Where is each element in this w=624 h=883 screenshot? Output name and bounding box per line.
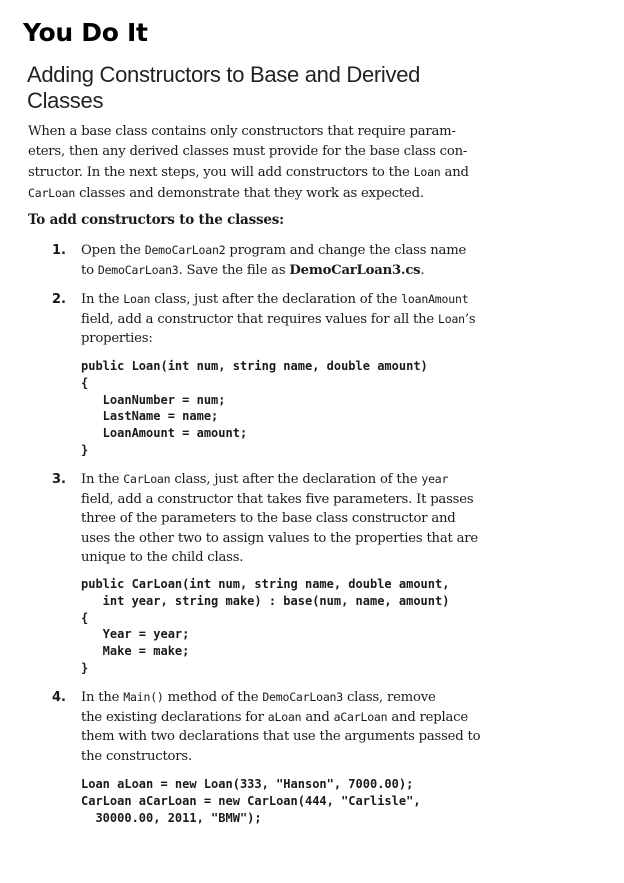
step-fragment: field, add a constructor that requires values for all the xyxy=(81,311,438,327)
code-line: { xyxy=(81,375,89,390)
intro-text: eters, then any derived classes must provide for the base class con- xyxy=(28,144,468,159)
step-line xyxy=(81,727,511,747)
inline-code: CarLoan xyxy=(123,472,171,486)
code-line: int year, string make) : base(num, name, amount) xyxy=(81,593,450,608)
intro-line xyxy=(28,122,498,142)
inline-code: DemoCarLoan3 xyxy=(97,262,179,277)
step-line xyxy=(81,708,511,728)
step-fragment: to xyxy=(81,262,98,278)
intro-text: When a base class contains only constructors that require param- xyxy=(28,124,456,139)
step-fragment: three of the parameters to the base class constructor and xyxy=(81,511,456,526)
step-line xyxy=(81,470,511,490)
step-fragment: In the xyxy=(81,292,124,307)
step-line xyxy=(81,548,511,568)
code-block-carloan-constructor xyxy=(81,576,449,677)
code-line: Loan aLoan = new Loan(333, "Hanson", 7000.00); xyxy=(81,777,414,791)
step-line xyxy=(81,509,511,529)
title-line: Adding Constructors to Base and Derived xyxy=(27,62,421,87)
step-fragment: class, just after the declaration of the xyxy=(150,292,402,307)
inline-code: year xyxy=(421,472,449,486)
step-text xyxy=(81,290,511,349)
code-line: } xyxy=(81,442,89,457)
step-line xyxy=(81,688,511,708)
step-fragment: unique to the child class. xyxy=(81,550,244,565)
step-fragment: the existing declarations for xyxy=(81,709,268,725)
step-line xyxy=(81,329,511,349)
step-number: 4. xyxy=(52,690,66,705)
code-line: LoanAmount = amount; xyxy=(81,426,248,441)
step-number: 3. xyxy=(52,472,66,487)
step-fragment: In the xyxy=(81,690,124,705)
code-line: CarLoan aCarLoan = new CarLoan(444, "Carlisle", xyxy=(81,793,421,808)
step-fragment: class, remove xyxy=(343,690,436,705)
inline-code: aLoan xyxy=(267,709,302,724)
inline-code: Loan xyxy=(413,165,441,179)
code-line: } xyxy=(81,660,89,675)
code-line: Make = make; xyxy=(81,644,190,659)
code-line: public CarLoan(int num, string name, double amount, xyxy=(81,577,450,591)
intro-line xyxy=(28,183,498,204)
title-line: Classes xyxy=(27,88,104,113)
code-line: LoanNumber = num; xyxy=(81,392,226,407)
code-block-declarations xyxy=(81,776,421,826)
step-line xyxy=(81,490,511,510)
step-fragment: . xyxy=(420,262,425,278)
step-fragment: . Save the file as xyxy=(178,262,290,278)
step-line xyxy=(81,261,511,281)
step-fragment: ’s xyxy=(464,311,476,327)
section-heading: You Do It xyxy=(23,18,148,47)
inline-code: Main() xyxy=(123,690,164,704)
inline-code: Loan xyxy=(123,292,151,306)
code-block-loan-constructor xyxy=(81,358,428,459)
step-fragment: class, just after the declaration of the xyxy=(170,472,422,487)
step-fragment: and xyxy=(301,709,334,725)
step-text xyxy=(81,470,511,568)
inline-code: aCarLoan xyxy=(333,709,388,724)
file-name: DemoCarLoan3.cs xyxy=(289,262,421,278)
step-fragment: In the xyxy=(81,472,124,487)
intro-text: structor. In the next steps, you will add constructors to the xyxy=(28,165,414,180)
inline-code: loanAmount xyxy=(401,292,469,306)
inline-code: DemoCarLoan3 xyxy=(262,690,343,704)
section-title xyxy=(27,62,497,114)
step-line xyxy=(81,529,511,549)
step-number: 1. xyxy=(52,243,66,258)
code-line: Year = year; xyxy=(81,627,190,642)
intro-line xyxy=(28,162,498,183)
steps-heading: To add constructors to the classes: xyxy=(28,212,284,228)
step-fragment: them with two declarations that use the arguments passed to xyxy=(81,729,481,744)
intro-text: and xyxy=(440,165,469,180)
step-fragment: uses the other two to assign values to the properties that are xyxy=(81,530,478,546)
step-number: 2. xyxy=(52,292,66,307)
step-fragment: program and change the class name xyxy=(225,243,467,258)
intro-paragraph xyxy=(28,122,498,204)
step-line xyxy=(81,747,511,767)
intro-text: classes and demonstrate that they work as expected. xyxy=(75,186,424,201)
step-fragment: the constructors. xyxy=(81,748,192,764)
code-line: { xyxy=(81,610,89,625)
step-fragment: properties: xyxy=(81,331,153,346)
inline-code: Loan xyxy=(438,311,465,326)
code-line: LastName = name; xyxy=(81,409,219,424)
step-text xyxy=(81,688,511,766)
step-fragment: method of the xyxy=(163,690,263,705)
inline-code: CarLoan xyxy=(28,186,76,200)
step-fragment: Open the xyxy=(81,243,145,258)
step-line xyxy=(81,241,511,261)
intro-line xyxy=(28,142,498,162)
code-line: 30000.00, 2011, "BMW"); xyxy=(81,810,262,825)
inline-code: DemoCarLoan2 xyxy=(144,243,226,257)
step-text xyxy=(81,241,511,280)
code-line: public Loan(int num, string name, double amount) xyxy=(81,359,428,373)
step-fragment: field, add a constructor that takes five parameters. It passes xyxy=(81,491,474,507)
step-line xyxy=(81,310,511,330)
step-line xyxy=(81,290,511,310)
step-fragment: and replace xyxy=(387,709,468,725)
